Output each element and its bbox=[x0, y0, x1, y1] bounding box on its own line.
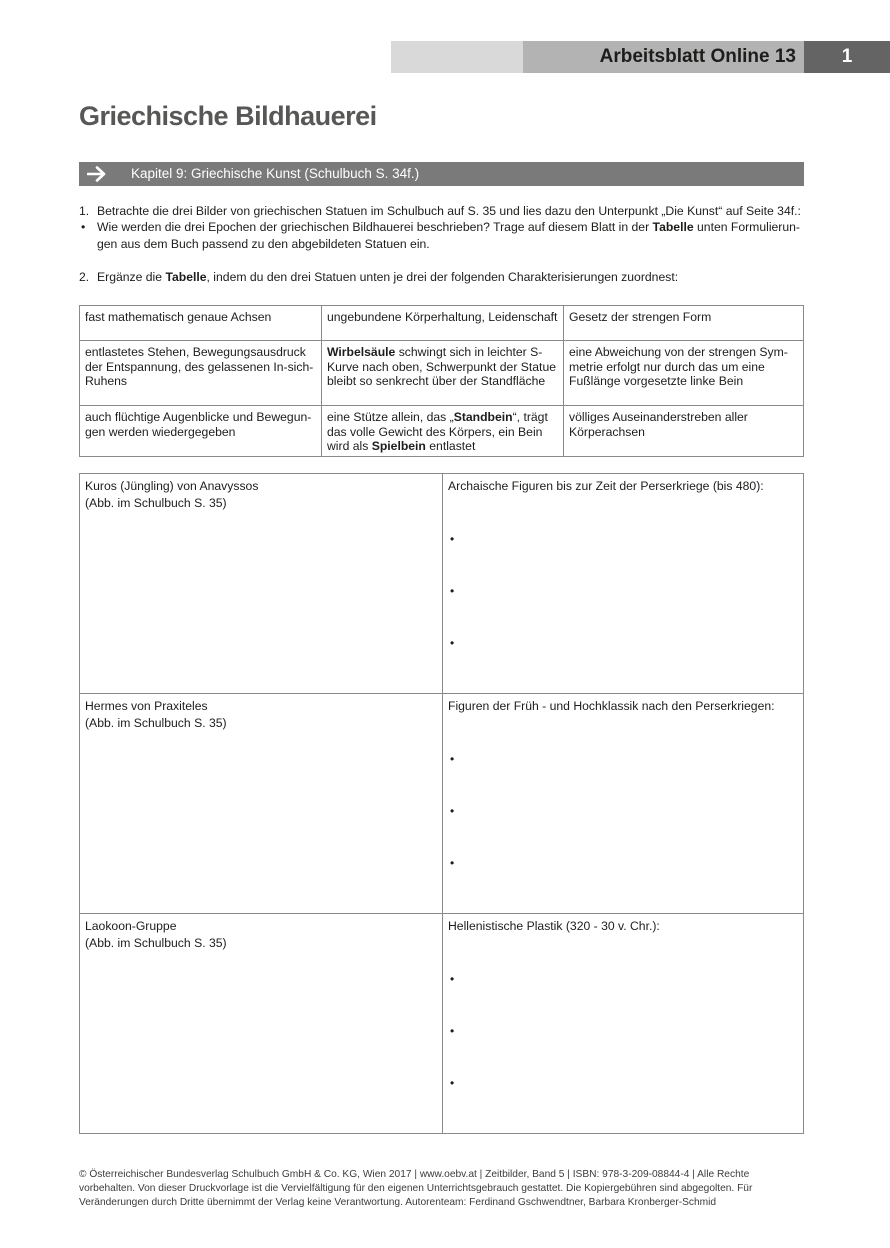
copyright-footer: © Österreichischer Bundesverlag Schulbuch GmbH & Co. KG, Wien 2017 | www.oebv.at | Zeitbilder, Band 5 | ISBN: 978-3-209-08844-4 | Alle Rechte vorbehalten. Von dieser Druckvorlage ist die Vervielfältigung für den eigenen Unterrichtsgebrauch gestattet. Die Kopiergebühren sind abgegolten. Für Veränderungen durch Dritte übernimmt der Verlag keine Verantwortung. Autorenteam: Ferdinand Gschwendtner, Barbara Kronberger-Schmid bbox=[79, 1169, 753, 1208]
characteristic-cell bbox=[322, 341, 564, 406]
chapter-reference: Kapitel 9: Griechische Kunst (Schulbuch S. 34f.) bbox=[131, 166, 420, 181]
answer-line[interactable] bbox=[448, 751, 798, 803]
statue-cell bbox=[80, 474, 443, 694]
task-2-number: 2. bbox=[79, 270, 90, 284]
answer-line[interactable] bbox=[448, 1023, 798, 1075]
statue-row bbox=[80, 694, 804, 914]
chapter-reference-bar bbox=[79, 162, 804, 186]
table-row bbox=[80, 406, 804, 457]
characteristic-cell: auch flüchtige Augenblicke und Bewegungen werden wiedergegeben bbox=[80, 406, 322, 457]
bold-term: Standbein bbox=[453, 410, 513, 424]
bullet-symbol: • bbox=[450, 1023, 455, 1038]
page-title: Griechische Bildhauerei bbox=[79, 101, 377, 131]
characteristic-text: eine Stütze allein, das „ bbox=[327, 410, 454, 424]
statue-name: Laokoon-Gruppe bbox=[85, 919, 177, 933]
epoch-cell bbox=[443, 694, 804, 914]
characteristic-cell: entlastetes Stehen, Bewegungsausdruck der Entspannung, des gelassenen In-sich-Ruhens bbox=[80, 341, 322, 406]
page-number: 1 bbox=[804, 41, 890, 73]
characteristic-cell: eine Abweichung von der strengen Symmetrie erfolgt nur durch das um eine Fußlänge vorgesetzte linke Bein bbox=[564, 341, 804, 406]
statue-row bbox=[80, 474, 804, 694]
characteristic-cell: fast mathematisch genaue Achsen bbox=[80, 306, 322, 341]
table-row bbox=[80, 341, 804, 406]
statue-cell bbox=[80, 914, 443, 1134]
bullet-text-start: Wie werden die drei Epochen der griechischen Bildhauerei beschrieben? Trage auf diesem Blatt in der bbox=[97, 220, 653, 234]
statue-reference: (Abb. im Schulbuch S. 35) bbox=[85, 495, 227, 510]
answer-line[interactable] bbox=[448, 803, 798, 855]
bullet-symbol: • bbox=[450, 971, 455, 986]
header-bar-light bbox=[391, 41, 523, 73]
task-1-number: 1. bbox=[79, 204, 90, 218]
statue-cell bbox=[80, 694, 443, 914]
task-1-text: Betrachte die drei Bilder von griechischen Statuen im Schulbuch auf S. 35 und lies dazu den Unterpunkt „Die Kunst“ auf Seite 34f.: bbox=[97, 204, 801, 218]
statue-name: Hermes von Praxiteles bbox=[85, 699, 208, 713]
epoch-cell bbox=[443, 474, 804, 694]
statue-reference: (Abb. im Schulbuch S. 35) bbox=[85, 935, 227, 950]
arrow-right-icon bbox=[87, 166, 107, 182]
epoch-heading: Figuren der Früh - und Hochklassik nach den Perserkriegen: bbox=[448, 699, 775, 713]
bullet-text-bold: Tabelle bbox=[652, 220, 694, 234]
characteristic-text: schwingt sich in leichter S-Kurve nach oben, Schwerpunkt der Statue bleibt so senkrecht über der Standfläche bbox=[327, 345, 556, 389]
bullet-symbol: • bbox=[450, 1075, 455, 1090]
bold-term: Wirbelsäule bbox=[327, 345, 396, 359]
task-2-text-bold: Tabelle bbox=[165, 270, 207, 284]
bullet-symbol: • bbox=[81, 220, 86, 234]
task-2 bbox=[79, 269, 804, 286]
bold-term: Spielbein bbox=[371, 439, 426, 454]
task-1 bbox=[79, 203, 804, 220]
table-row bbox=[80, 306, 804, 341]
bullet-symbol: • bbox=[450, 635, 455, 650]
answer-line[interactable] bbox=[448, 855, 798, 907]
answer-line[interactable] bbox=[448, 583, 798, 635]
epoch-heading: Archaische Figuren bis zur Zeit der Perserkriege (bis 480): bbox=[448, 479, 764, 493]
characteristics-table bbox=[79, 305, 804, 457]
bullet-symbol: • bbox=[450, 583, 455, 598]
epoch-cell bbox=[443, 914, 804, 1134]
task-2-text-end: , indem du den drei Statuen unten je drei der folgenden Charakterisierungen zuordnest: bbox=[206, 270, 679, 284]
task-1-bullet bbox=[79, 219, 804, 252]
characteristic-cell: ungebundene Körperhaltung, Leidenschaft bbox=[322, 306, 564, 341]
answer-line[interactable] bbox=[448, 531, 798, 583]
answer-line[interactable] bbox=[448, 635, 798, 687]
bullet-symbol: • bbox=[450, 751, 455, 766]
characteristic-text: “, trägt das volle Gewicht des Körpers, ein Bein wird als bbox=[327, 410, 548, 454]
characteristic-cell: völliges Auseinanderstreben aller Körperachsen bbox=[564, 406, 804, 457]
characteristic-cell bbox=[322, 406, 564, 457]
task-2-text-start: Ergänze die bbox=[97, 270, 166, 284]
worksheet-title: Arbeitsblatt Online 13 bbox=[599, 46, 796, 67]
epoch-heading: Hellenistische Plastik (320 - 30 v. Chr.): bbox=[448, 919, 660, 933]
answer-line[interactable] bbox=[448, 971, 798, 1023]
bullet-symbol: • bbox=[450, 531, 455, 546]
characteristic-cell: Gesetz der strengen Form bbox=[564, 306, 804, 341]
bullet-text-end: unten Formulierungen aus dem Buch passend zu den abgebildeten Statuen ein. bbox=[97, 220, 800, 251]
characteristic-text: entlastet bbox=[425, 439, 476, 454]
statues-table bbox=[79, 473, 804, 1134]
statue-reference: (Abb. im Schulbuch S. 35) bbox=[85, 715, 227, 730]
bullet-symbol: • bbox=[450, 855, 455, 870]
statue-name: Kuros (Jüngling) von Anavyssos bbox=[85, 479, 259, 493]
bullet-symbol: • bbox=[450, 803, 455, 818]
statue-row bbox=[80, 914, 804, 1134]
answer-line[interactable] bbox=[448, 1075, 798, 1127]
